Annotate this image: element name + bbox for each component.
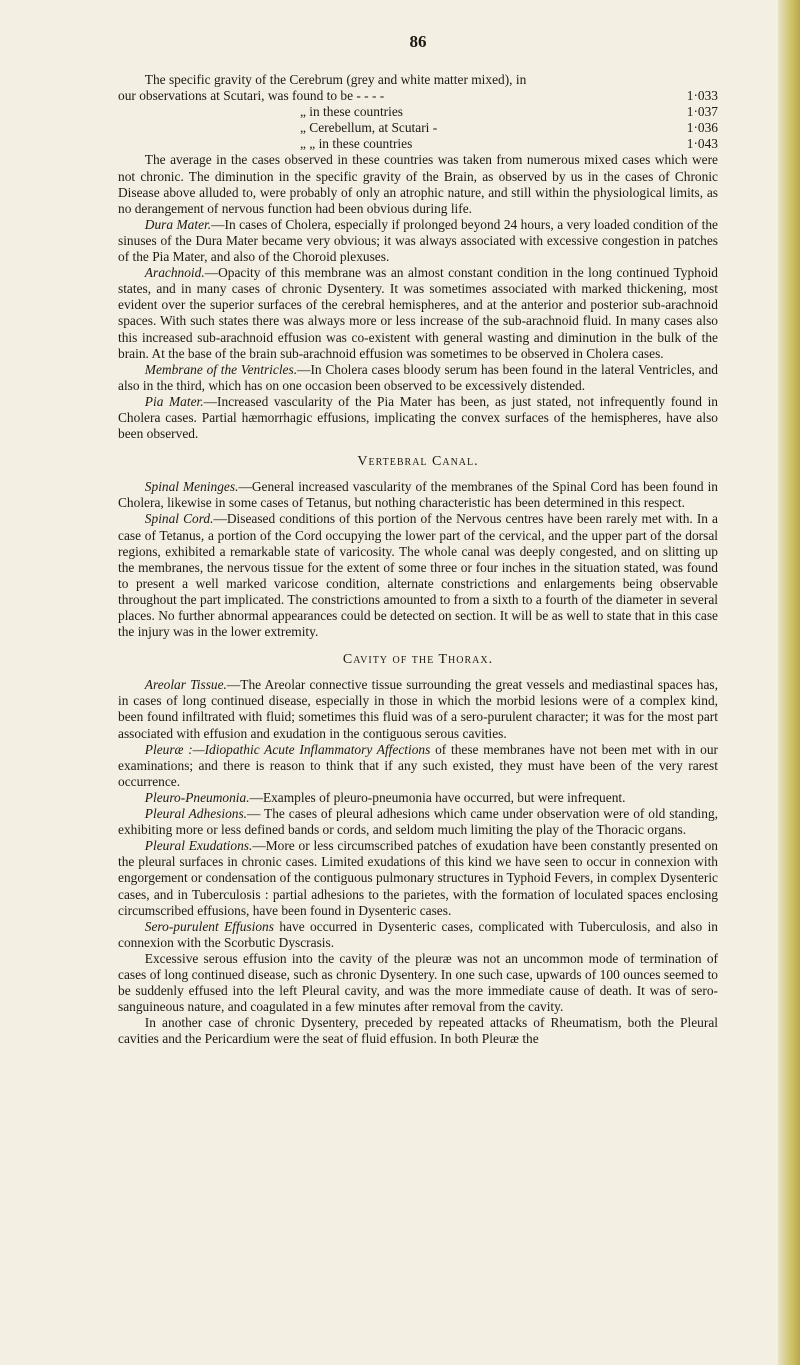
paragraph-spinal-cord <box>118 511 718 640</box>
text-sero-purulent: have occurred in Dysenteric cases, complicated with Tuberculosis, and also in connexion with the Scorbutic Dyscrasis. <box>118 918 718 950</box>
book-page <box>118 32 719 1047</box>
sg-label: our observations at Scutari, was found to be - - - - <box>118 88 385 104</box>
term-pia-mater: Pia Mater. <box>144 393 204 409</box>
term-pleural-exudations: Pleural Exudations. <box>144 838 253 854</box>
paragraph-pia-mater <box>118 394 718 442</box>
term-pleurae: Pleuræ :—Idiopathic Acute Inflammatory Affections <box>144 741 431 757</box>
paragraph-pleuro-pneumonia <box>118 790 718 806</box>
paragraph-pleural-exudations <box>118 838 718 918</box>
sg-label: „ „ in these countries <box>300 136 413 152</box>
heading-vertebral-canal: Vertebral Canal. <box>357 454 479 470</box>
text-pleural-adhesions: — The cases of pleural adhesions which came under observation were of old standing, exhibiting more or less defined bands or cords, and seldom much limiting the play of the Thoracic organs. <box>118 806 718 838</box>
text-arachnoid: —Opacity of this membrane was an almost constant condition in the long continued Typhoid states, and in many cases of chronic Dysentery. It was sometimes associated with marked thickening, most evident over the superior surfaces of the cerebral hemispheres, and at the anterior and posterior sub-arachnoid spaces. With such states there was always more or less increase of the sub-arachnoid fluid. In many cases also this increased sub-arachnoid effusion was co-existent with general wasting and diminution in the bulk of the brain. At the base of the brain sub-arachnoid effusion was sometimes to be observed in Cholera cases. <box>118 265 718 361</box>
text-pia-mater: —Increased vascularity of the Pia Mater has been, as just stated, not infrequently found in Cholera cases. Partial hæmorrhagic effusions, implicating the convex surfaces of the hemispheres, have also been observed. <box>118 393 718 442</box>
term-pleural-adhesions: Pleural Adhesions. <box>144 806 248 822</box>
page-edge <box>778 0 800 1365</box>
term-pleuro-pneumonia: Pleuro-Pneumonia. <box>144 789 250 805</box>
term-spinal-meninges: Spinal Meninges. <box>144 479 239 495</box>
heading-cavity-thorax: Cavity of the Thorax. <box>342 652 494 668</box>
text-pleuro-pneumonia: —Examples of pleuro-pneumonia have occurred, but were infrequent. <box>249 789 626 805</box>
term-ventricles: Membrane of the Ventricles. <box>144 361 298 377</box>
paragraph-another-case: In another case of chronic Dysentery, preceded by repeated attacks of Rheumatism, both the Pleural cavities and the Pericardium were the seat of fluid effusion. In both Pleuræ the <box>118 1015 718 1047</box>
sg-row-cerebellum-countries <box>118 136 718 152</box>
text-spinal-meninges: —General increased vascularity of the membranes of the Spinal Cord has been found in Cholera, likewise in some cases of Tetanus, but nothing characteristic has been determined in this respect. <box>118 479 719 511</box>
paragraph-pleurae <box>118 742 718 790</box>
text-pleurae: of these membranes have not been met with in our examinations; and there is reason to think that if any such existed, they must have been of the very rarest occurrence. <box>118 741 719 789</box>
paragraph-arachnoid <box>118 265 718 362</box>
sg-value: 1·033 <box>686 88 718 104</box>
paragraph-spinal-meninges <box>118 479 718 511</box>
paragraph-average: The average in the cases observed in these countries was taken from numerous mixed cases which were not chronic. The diminution in the specific gravity of the Brain, as observed by us in the cases of Chronic Disease above alluded to, were probably of only an atrophic nature, and still within the physiological limits, as no derangement of nervous function had been obvious during life. <box>118 152 718 216</box>
sg-row-cerebellum-scutari <box>118 120 718 136</box>
term-dura-mater: Dura Mater. <box>144 216 212 232</box>
sg-row-cerebrum-countries <box>118 104 718 120</box>
specific-gravity-block <box>118 72 718 152</box>
sg-value: 1·036 <box>686 120 718 136</box>
page-number: 86 <box>409 32 427 51</box>
paragraph-pleural-adhesions <box>118 806 718 838</box>
sg-value: 1·043 <box>686 136 718 152</box>
sg-value: 1·037 <box>686 104 718 120</box>
sg-label: „ Cerebellum, at Scutari - <box>300 120 438 136</box>
sg-label: „ in these countries <box>300 104 403 120</box>
paragraph-ventricles <box>118 362 718 394</box>
text-areolar: —The Areolar connective tissue surrounding the great vessels and mediastinal spaces has, in cases of long continued disease, especially in those in which the morbid lesions were of a complex kind, been found infiltrated with fluid; sometimes this fluid was of a sero-purulent character; it was for the most part associated with effusion and exudation in the contiguous serous cavities. <box>118 677 718 741</box>
sg-row-cerebrum-scutari <box>118 88 718 104</box>
term-sero-purulent: Sero-purulent Effusions <box>144 918 274 934</box>
paragraph-areolar <box>118 677 718 741</box>
paragraph-dura-mater <box>118 217 718 265</box>
text-spinal-cord: —Diseased conditions of this portion of the Nervous centres have been rarely met with. In a case of Tetanus, a portion of the Cord occupying the lower part of the cervical, and the upper part of the dorsal regions, exhibited a remarkable state of varicosity. The whole canal was deeply congested, and on slitting up the membranes, the nervous tissue for the extent of some three or four inches in the situation stated, was found to present a well marked varicose condition, alternate constrictions and enlargements being observable throughout the part implicated. The constrictions amounted to from a sixth to a fourth of the diameter in several places. No further abnormal appearances could be detected on section. It will be as well to state that in this case the injury was in the lower extremity. <box>118 511 718 640</box>
paragraph-excessive-effusion: Excessive serous effusion into the cavity of the pleuræ was not an uncommon mode of termination of cases of long continued disease, such as chronic Dysentery. In one such case, upwards of 100 ounces seemed to be suddenly effused into the left Pleural cavity, and was the more immediate cause of death. It was of sero-sanguineous nature, and coagulated in a few minutes after removal from the cavity. <box>118 950 718 1015</box>
paragraph-sero-purulent <box>118 919 718 951</box>
text-pleural-exudations: —More or less circumscribed patches of exudation have been constantly presented on the pleural surfaces in chronic cases. Limited exudations of this kind we have seen to occur in connexion with engorgement or condensation of the contiguous pulmonary structures in Typhoid Fevers, in complex Dysenteric cases, and in Tuberculosis : partial adhesions to the parietes, with the formation of loculated spaces enclosing circumscribed effusions, have been found in Dysenteric cases. <box>118 838 718 918</box>
sg-intro: The specific gravity of the Cerebrum (grey and white matter mixed), in <box>144 72 527 87</box>
term-areolar: Areolar Tissue. <box>144 677 227 693</box>
text-ventricles: —In Cholera cases bloody serum has been found in the lateral Ventricles, and also in the third, which has on one occasion been observed to be excessively distended. <box>118 361 718 393</box>
term-spinal-cord: Spinal Cord. <box>144 511 214 527</box>
text-dura-mater: —In cases of Cholera, especially if prolonged beyond 24 hours, a very loaded condition of the sinuses of the Dura Mater became very obvious; it was always associated with excessive congestion in patches of the Pia Mater, and also of the Choroid plexuses. <box>118 216 718 265</box>
term-arachnoid: Arachnoid. <box>144 265 205 281</box>
